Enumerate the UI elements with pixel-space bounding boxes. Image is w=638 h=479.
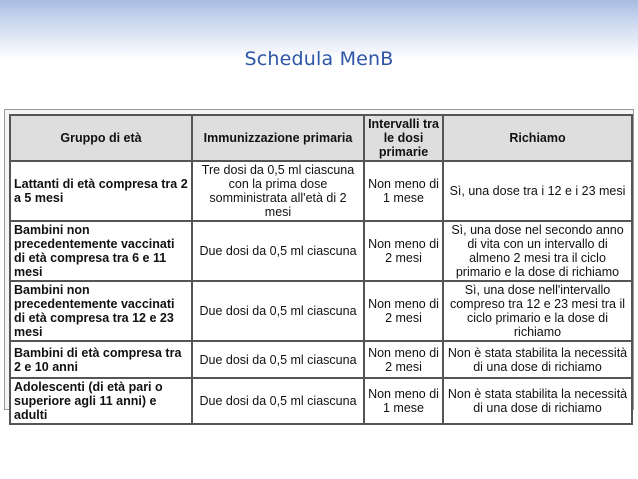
table-row [10, 161, 632, 221]
primary-cell: Due dosi da 0,5 ml ciascuna [192, 378, 364, 424]
header-primary-immunization: Immunizzazione primaria [192, 115, 364, 161]
age-group-cell: Bambini non precedentemente vaccinati di età compresa tra 6 e 11 mesi [10, 221, 192, 281]
header-intervals: Intervalli tra le dosi primarie [364, 115, 443, 161]
primary-cell: Due dosi da 0,5 ml ciascuna [192, 341, 364, 378]
age-group-cell: Bambini non precedentemente vaccinati di età compresa tra 12 e 23 mesi [10, 281, 192, 341]
age-group-cell: Bambini di età compresa tra 2 e 10 anni [10, 341, 192, 378]
interval-cell: Non meno di 1 mese [364, 378, 443, 424]
primary-cell: Due dosi da 0,5 ml ciascuna [192, 281, 364, 341]
booster-cell: Sì, una dose nell'intervallo compreso tra 12 e 23 mesi tra il ciclo primario e la dose di richiamo [443, 281, 632, 341]
booster-cell: Non è stata stabilita la necessità di una dose di richiamo [443, 341, 632, 378]
booster-cell: Sì, una dose nel secondo anno di vita con un intervallo di almeno 2 mesi tra il ciclo primario e la dose di richiamo [443, 221, 632, 281]
primary-cell: Due dosi da 0,5 ml ciascuna [192, 221, 364, 281]
schedule-table-frame [4, 109, 634, 422]
table-row [10, 378, 632, 424]
table-row [10, 341, 632, 378]
booster-cell: Non è stata stabilita la necessità di una dose di richiamo [443, 378, 632, 424]
primary-cell: Tre dosi da 0,5 ml ciascuna con la prima dose somministrata all'età di 2 mesi [192, 161, 364, 221]
age-group-cell: Adolescenti (di età pari o superiore agli 11 anni) e adulti [10, 378, 192, 424]
table-row [10, 281, 632, 341]
table-header-row [10, 115, 632, 161]
header-age-group: Gruppo di età [10, 115, 192, 161]
schedule-table [9, 114, 633, 425]
interval-cell: Non meno di 1 mese [364, 161, 443, 221]
table-row [10, 221, 632, 281]
interval-cell: Non meno di 2 mesi [364, 281, 443, 341]
interval-cell: Non meno di 2 mesi [364, 221, 443, 281]
booster-cell: Sì, una dose tra i 12 e i 23 mesi [443, 161, 632, 221]
age-group-cell: Lattanti di età compresa tra 2 a 5 mesi [10, 161, 192, 221]
header-booster: Richiamo [443, 115, 632, 161]
interval-cell: Non meno di 2 mesi [364, 341, 443, 378]
slide-title: Schedula MenB [244, 48, 394, 70]
